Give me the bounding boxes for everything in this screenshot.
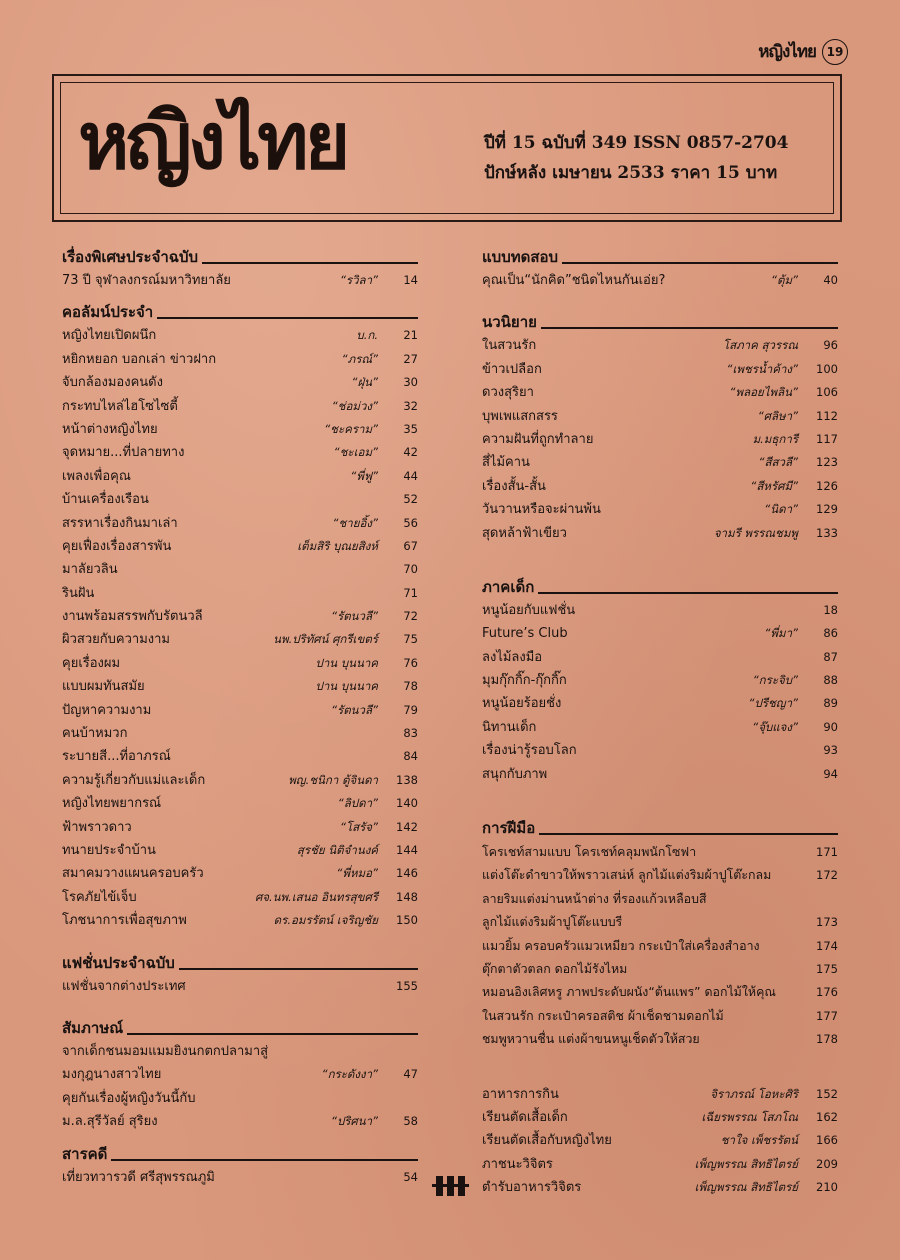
entry-page: 174 [816, 938, 838, 953]
entry-page: 150 [396, 913, 418, 928]
contents-entry [62, 441, 418, 464]
date-price-line: ปักษ์หลัง เมษายน 2533 ราคา 15 บาท [484, 163, 778, 183]
entry-author: “กระดังงา” [321, 1067, 378, 1082]
entry-author: “พลอยไพลิน” [729, 385, 798, 400]
entry-title: สนุกกับภาพ [482, 766, 548, 782]
entry-title: อาหารการกิน [482, 1086, 559, 1102]
entry-author: ศจ.นพ.เสนอ อินทรสุขศรี [254, 889, 378, 904]
contents-entry [62, 722, 418, 745]
entry-title: ลงไม้ลงมือ [482, 649, 543, 665]
entry-author: จิราภรณ์ โอหะศิริ [710, 1086, 798, 1101]
entry-title: โครเชท์สามแบบ โครเชท์คลุมพนักโซฟา [482, 844, 697, 860]
entry-author: “ศลิษา” [757, 408, 798, 423]
section-feature [62, 1140, 418, 1166]
entry-page: 175 [816, 961, 838, 976]
contents-entry [62, 395, 418, 418]
page-number: 19 [822, 39, 848, 65]
contents-entry [62, 418, 418, 441]
entry-title: โภชนาการเพื่อสุขภาพ [62, 913, 187, 929]
entry-page: 88 [823, 673, 838, 688]
entry-author: “พี่มา” [764, 626, 798, 641]
contents-entry [482, 957, 838, 980]
entry-title: หญิงไทยเปิดผนึก [62, 328, 157, 344]
entry-title: 73 ปี จุฬาลงกรณ์มหาวิทยาลัย [62, 273, 231, 288]
entry-author: “พี่หมอ” [336, 866, 378, 881]
entry-page: 112 [816, 408, 838, 423]
entry-title: หนูน้อยร้อยชั่ง [482, 696, 562, 712]
magazine-title: หญิงไทย [78, 97, 347, 187]
entry-author: โสภาค สุวรรณ [722, 338, 798, 353]
entry-page: 177 [816, 1008, 838, 1023]
section-title: ภาคเด็ก [482, 577, 535, 596]
entry-author: “ช่อม่วง” [331, 398, 378, 413]
entry-title: ในสวนรัก กระเป๋าครอสติช ผ้าเช็ดชามดอกไม้ [482, 1007, 724, 1023]
entry-title: ม.ล.สุรีวัลย์ สุริยง [62, 1114, 158, 1130]
contents-entry [62, 512, 418, 535]
contents-entry [62, 1110, 418, 1133]
contents-entry [62, 1087, 418, 1110]
entry-author: สุรชัย นิติจำนงค์ [296, 842, 378, 857]
contents-entry [482, 405, 838, 428]
entry-page: 76 [403, 655, 418, 670]
entry-title: ฟ้าพราวดาว [62, 819, 132, 835]
contents-entry [62, 628, 418, 651]
section-kids [482, 573, 838, 599]
entry-author: “พี่ฟู” [350, 468, 378, 483]
entry-page: 129 [816, 502, 838, 517]
entry-title: ตุ๊กตาตัวตลก ดอกไม้รังไหม [482, 960, 628, 976]
contents-entry [62, 324, 418, 347]
contents-entry [62, 605, 418, 628]
contents-entry [482, 863, 838, 886]
entry-title: แฟชั่นจากต่างประเทศ [62, 978, 186, 994]
contents-entry [482, 763, 838, 786]
entry-author: “ชะเอม” [333, 445, 378, 460]
contents-entry [482, 498, 838, 521]
contents-entry [62, 1063, 418, 1086]
contents-entry [482, 334, 838, 357]
entry-author: “ชายอิ้ง” [332, 515, 378, 530]
entry-title: คุณเป็น“นักคิด”ชนิดไหนกันเอ่ย? [482, 273, 666, 288]
contents-entry [482, 646, 838, 669]
entry-title: เพลงเพื่อคุณ [62, 468, 131, 484]
contents-entry [482, 910, 838, 933]
entry-author: พญ.ชนิกา ตู้จินดา [288, 772, 378, 787]
section-title: แฟชั่นประจำฉบับ [62, 953, 175, 972]
entry-page: 100 [816, 361, 838, 376]
contents-entry [62, 269, 418, 292]
section-interview [62, 1014, 418, 1040]
entry-title: ดวงสุริยา [482, 385, 534, 401]
contents-entry [482, 381, 838, 404]
entry-page: 89 [823, 696, 838, 711]
contents-entry [482, 1106, 838, 1129]
entry-author: “ปรีชญา” [748, 696, 798, 711]
entry-title: จากเด็กชนมอมแมมยิงนกตกปลามาสู่ [62, 1043, 269, 1059]
left-column [62, 237, 418, 1189]
contents-entry [482, 1083, 838, 1106]
entry-page: 173 [816, 915, 838, 930]
contents-entry [482, 716, 838, 739]
entry-title: หน้าต่างหญิงไทย [62, 421, 158, 437]
running-header [758, 38, 848, 65]
entry-title: สรรหาเรื่องกินมาเล่า [62, 515, 178, 531]
entry-author: “กระจิบ” [752, 673, 798, 688]
entry-page: 171 [816, 845, 838, 860]
entry-author: เฉียรพรรณ โสภโณ [701, 1109, 798, 1124]
entry-page: 166 [816, 1133, 838, 1148]
contents-entry [62, 1040, 418, 1063]
entry-author: “ตุ้ม” [771, 273, 798, 287]
section-crafts [482, 814, 838, 840]
entry-page: 155 [396, 978, 418, 993]
entry-author: “ฝุ่น” [351, 375, 378, 390]
contents-entry [62, 975, 418, 998]
entry-page: 70 [403, 562, 418, 577]
entry-page: 72 [403, 609, 418, 624]
contents-entry [62, 769, 418, 792]
entry-page: 56 [403, 515, 418, 530]
entry-title: สี่ไม้คาน [482, 455, 530, 471]
entry-author: “สีหรัศมี” [750, 478, 798, 493]
entry-page: 47 [403, 1067, 418, 1082]
contents-entry [482, 599, 838, 622]
entry-page: 14 [403, 273, 418, 287]
entry-page: 133 [816, 525, 838, 540]
entry-title: แมวยิ้ม ครอบครัวแมวเหมียว กระเป๋าใส่เครื่องสำอาง [482, 937, 760, 953]
entry-title: ภาชนะวิจิตร [482, 1156, 553, 1172]
entry-title: หญิงไทยพยากรณ์ [62, 796, 162, 812]
section-novels [482, 308, 838, 334]
contents-entry [482, 669, 838, 692]
entry-page: 162 [816, 1109, 838, 1124]
contents-entry [482, 428, 838, 451]
entry-page: 126 [816, 478, 838, 493]
entry-title: ในสวนรัก [482, 338, 537, 354]
header-logo: หญิงไทย [758, 42, 816, 62]
entry-title: ลายริมแต่งม่านหน้าต่าง ที่รองแก้วเหลือบสี [482, 890, 707, 906]
entry-title: ปัญหาความงาม [62, 702, 152, 718]
entry-title: จุดหมาย...ที่ปลายทาง [62, 445, 185, 461]
contents-entry [62, 371, 418, 394]
entry-author: นพ.ปริทัศน์ ศุกรีเขตร์ [273, 632, 378, 647]
entry-author: “รัตนวลี” [331, 702, 378, 717]
entry-page: 86 [823, 626, 838, 641]
contents-entry [62, 348, 418, 371]
entry-page: 176 [816, 985, 838, 1000]
section-title: สัมภาษณ์ [62, 1018, 124, 1037]
entry-page: 93 [823, 743, 838, 758]
entry-page: 84 [403, 749, 418, 764]
contents-entry [482, 934, 838, 957]
entry-page: 32 [403, 398, 418, 413]
contents-entry [62, 862, 418, 885]
entry-title: รินฝัน [62, 585, 95, 601]
contents-entry [482, 358, 838, 381]
contents-entry [482, 1129, 838, 1152]
contents-entry [482, 1027, 838, 1050]
entry-page: 123 [816, 455, 838, 470]
entry-page: 210 [816, 1180, 838, 1195]
entry-title: โรคภัยไข้เจ็บ [62, 889, 137, 905]
entry-page: 209 [816, 1156, 838, 1171]
entry-author: “จุ๊บแจง” [752, 719, 798, 734]
section-title: สารคดี [62, 1144, 108, 1163]
entry-title: บ้านเครื่องเรือน [62, 492, 149, 508]
contents-entry [482, 1176, 838, 1199]
entry-title: นิทานเด็ก [482, 719, 537, 735]
entry-title: จับกล้องมองคนดัง [62, 375, 163, 391]
entry-author: “รัตนวลี” [331, 609, 378, 624]
entry-author: ปาน บุนนาค [315, 655, 378, 670]
entry-title: มุมกุ๊กกิ๊ก-กุ๊กกิ๊ก [482, 673, 567, 689]
entry-author: “เพชรน้ำค้าง” [726, 361, 798, 376]
contents-entry [482, 840, 838, 863]
entry-title: สุดหล้าฟ้าเขียว [482, 525, 567, 541]
entry-page: 44 [403, 468, 418, 483]
entry-author: “ปริศนา” [330, 1114, 378, 1129]
section-special [62, 243, 418, 269]
entry-page: 52 [403, 492, 418, 507]
contents-entry [482, 1004, 838, 1027]
entry-title: คุยเฟื่องเรื่องสารพัน [62, 538, 172, 554]
entry-page: 117 [816, 431, 838, 446]
entry-title: ข้าวเปลือก [482, 361, 542, 377]
entry-author: ม.มธุการี [752, 431, 798, 446]
contents-entry [62, 839, 418, 862]
entry-page: 54 [403, 1169, 418, 1184]
entry-title: แต่งโต๊ะดำขาวให้พราวเสน่ห์ ลูกไม้แต่งริมผ้าปูโต๊ะกลม [482, 867, 772, 883]
entry-page: 96 [823, 338, 838, 353]
entry-page: 172 [816, 868, 838, 883]
entry-page: 90 [823, 719, 838, 734]
contents-entry [62, 699, 418, 722]
entry-author: ปาน บุนนาค [315, 679, 378, 694]
entry-title: ลูกไม้แต่งริมผ้าปูโต๊ะแบบรี [482, 914, 623, 930]
entry-author: “รวิลา” [339, 273, 378, 287]
entry-page: 35 [403, 421, 418, 436]
contents-entry [62, 652, 418, 675]
entry-title: มงกุฎนางสาวไทย [62, 1067, 162, 1083]
entry-page: 94 [823, 766, 838, 781]
section-fashion [62, 949, 418, 975]
contents-entry [62, 465, 418, 488]
entry-author: “โสรัจ” [339, 819, 378, 834]
entry-title: งานพร้อมสรรพกับรัตนวลี [62, 609, 203, 625]
entry-author: “ชะคราม” [324, 421, 378, 436]
contents-entry [62, 745, 418, 768]
entry-title: ความฝันที่ถูกทำลาย [482, 431, 594, 447]
entry-title: ผิวสวยกับความงาม [62, 632, 170, 648]
entry-title: ความรู้เกี่ยวกับแม่และเด็ก [62, 772, 206, 788]
entry-author: “ลิปดา” [337, 796, 378, 811]
entry-page: 21 [403, 328, 418, 343]
entry-page: 18 [823, 602, 838, 617]
entry-page: 30 [403, 375, 418, 390]
entry-author: เต็มสิริ บุณยสิงห์ [297, 538, 378, 553]
section-title: การฝีมือ [482, 819, 536, 838]
contents-entry [62, 886, 418, 909]
entry-author: เพ็ญพรรณ สิทธิไตรย์ [694, 1156, 798, 1171]
section-quiz [482, 243, 838, 269]
entry-author: ชาใจ เพ็ชรรัตน์ [720, 1133, 798, 1148]
section-columns [62, 298, 418, 324]
entry-page: 87 [823, 649, 838, 664]
entry-author: “ภรณ์” [341, 351, 378, 366]
entry-page: 71 [403, 585, 418, 600]
contents-entry [482, 887, 838, 910]
contents-entry [62, 558, 418, 581]
entry-title: บุพเพแสกสรร [482, 408, 558, 424]
entry-title: เรียนตัดเสื้อเด็ก [482, 1109, 568, 1125]
contents-entry [62, 488, 418, 511]
entry-title: เรื่องน่ารู้รอบโลก [482, 743, 577, 759]
contents-entry [482, 269, 838, 292]
contents-entry [482, 1153, 838, 1176]
entry-title: ระบายสี...ที่อาภรณ์ [62, 749, 171, 765]
contents-entry [482, 739, 838, 762]
entry-page: 83 [403, 726, 418, 741]
contents-entry [62, 535, 418, 558]
contents-entry [62, 582, 418, 605]
contents-entry [482, 622, 838, 645]
contents-entry [62, 792, 418, 815]
entry-title: คุยกันเรื่องผู้หญิงวันนี้กับ [62, 1090, 196, 1106]
entry-page: 42 [403, 445, 418, 460]
contents-entry [482, 522, 838, 545]
entry-title: แบบผมทันสมัย [62, 679, 145, 695]
entry-title: คุยเรื่องผม [62, 655, 121, 671]
contents-entry [482, 692, 838, 715]
entry-author: เพ็ญพรรณ สิทธิไตรย์ [694, 1180, 798, 1195]
contents-entry [62, 675, 418, 698]
entry-page: 178 [816, 1032, 838, 1047]
entry-title: กระทบไหล่ไฮโซไซตี้ [62, 398, 178, 414]
entry-title: Future’s Club [482, 626, 568, 642]
entry-title: เรียนตัดเสื้อกับหญิงไทย [482, 1133, 612, 1149]
entry-author: จามรี พรรณชมพู [713, 525, 798, 540]
entry-title: ทนายประจำบ้าน [62, 842, 156, 858]
entry-page: 27 [403, 351, 418, 366]
entry-title: สมาคมวางแผนครอบครัว [62, 866, 204, 882]
footer-ornament [436, 1176, 465, 1196]
entry-page: 138 [396, 772, 418, 787]
contents-entry [62, 909, 418, 932]
entry-page: 146 [396, 866, 418, 881]
entry-page: 148 [396, 889, 418, 904]
contents-entry [482, 475, 838, 498]
entry-title: หมอนอิงเลิศหรู ภาพประดับผนัง“ต้นแพร” ดอกไม้ให้คุณ [482, 984, 776, 1000]
masthead [52, 74, 842, 222]
entry-page: 79 [403, 702, 418, 717]
entry-title: หนูน้อยกับแฟชั่น [482, 602, 576, 618]
entry-title: ตำรับอาหารวิจิตร [482, 1180, 582, 1196]
entry-title: คนบ้าหมวก [62, 726, 128, 742]
contents-entry [62, 1166, 418, 1189]
entry-page: 58 [403, 1114, 418, 1129]
entry-page: 75 [403, 632, 418, 647]
entry-title: มาลัยวลิน [62, 562, 118, 578]
entry-title: หยิกหยอก บอกเล่า ข่าวฝาก [62, 351, 217, 367]
entry-page: 140 [396, 796, 418, 811]
entry-title: เที่ยวทวารวดี ศรีสุพรรณภูมิ [62, 1169, 215, 1185]
contents-entry [482, 980, 838, 1003]
section-title: แบบทดสอบ [482, 248, 559, 266]
contents-entry [482, 451, 838, 474]
entry-title: วันวานหรือจะผ่านพ้น [482, 502, 601, 518]
entry-title: เรื่องสั้น-สั้น [482, 478, 546, 494]
entry-author: ดร.อมรรัตน์ เจริญชัย [273, 913, 378, 928]
entry-author: บ.ก. [356, 328, 378, 343]
entry-author: “สีสวลี” [758, 455, 798, 470]
contents-entry [62, 816, 418, 839]
issue-info [484, 128, 788, 188]
entry-page: 78 [403, 679, 418, 694]
entry-page: 40 [823, 273, 838, 287]
section-title: คอลัมน์ประจำ [62, 303, 154, 322]
entry-page: 142 [396, 819, 418, 834]
entry-page: 152 [816, 1086, 838, 1101]
section-title: เรื่องพิเศษประจำฉบับ [62, 248, 199, 266]
entry-page: 144 [396, 842, 418, 857]
entry-page: 67 [403, 538, 418, 553]
entry-page: 106 [816, 385, 838, 400]
entry-title: ชมพูหวานชื่น แต่งผ้าขนหนูเช็ดตัวให้สวย [482, 1031, 700, 1047]
right-column [482, 237, 838, 1200]
issue-line: ปีที่ 15 ฉบับที่ 349 ISSN 0857-2704 [484, 133, 789, 153]
section-title: นวนิยาย [482, 313, 537, 332]
entry-author: “นิดา” [764, 502, 798, 517]
